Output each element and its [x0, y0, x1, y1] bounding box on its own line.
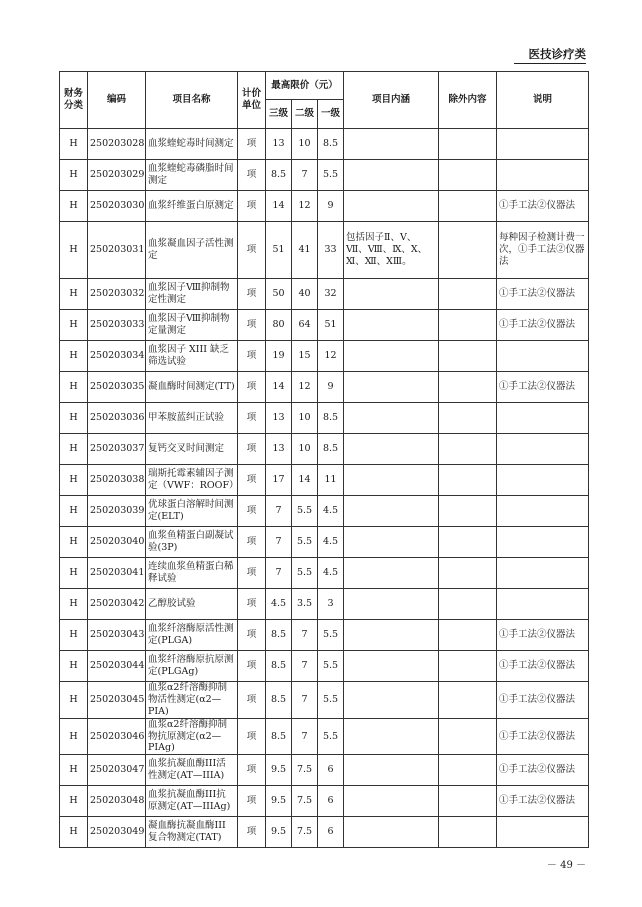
- notes-cell: ①手工法②仪器法: [497, 786, 589, 817]
- category-cell: H: [60, 589, 88, 620]
- content-cell: [344, 372, 439, 403]
- content-cell: [344, 310, 439, 341]
- exclusions-cell: [439, 817, 497, 848]
- code-cell: 250203039: [88, 496, 146, 527]
- code-cell: 250203037: [88, 434, 146, 465]
- price-level3-cell: 9.5: [266, 755, 292, 786]
- table-row: [60, 434, 589, 465]
- price-level1-cell: 9: [318, 372, 344, 403]
- notes-cell: ①手工法②仪器法: [497, 372, 589, 403]
- content-cell: [344, 786, 439, 817]
- price-level2-cell: 15: [292, 341, 318, 372]
- table-row: [60, 651, 589, 682]
- table-row: [60, 786, 589, 817]
- name-cell: 凝血酶时间测定(TT): [146, 372, 238, 403]
- price-level1-cell: 5.5: [318, 718, 344, 755]
- name-cell: 复钙交叉时间测定: [146, 434, 238, 465]
- category-cell: H: [60, 129, 88, 160]
- price-level3-cell: 50: [266, 279, 292, 310]
- name-cell: 血浆因子 XIII 缺乏筛选试验: [146, 341, 238, 372]
- price-level2-cell: 10: [292, 129, 318, 160]
- price-level3-cell: 14: [266, 191, 292, 222]
- exclusions-cell: [439, 129, 497, 160]
- price-level2-cell: 7: [292, 682, 318, 719]
- price-level2-cell: 5.5: [292, 527, 318, 558]
- code-cell: 250203048: [88, 786, 146, 817]
- content-cell: [344, 434, 439, 465]
- header-category: 财务分类: [60, 72, 88, 129]
- name-cell: 血浆α2纤溶酶抑制物抗原测定(α2—PIAg): [146, 718, 238, 755]
- header-exclusions: 除外内容: [439, 72, 497, 129]
- name-cell: 血浆纤维蛋白原测定: [146, 191, 238, 222]
- code-cell: 250203038: [88, 465, 146, 496]
- table-row: [60, 558, 589, 589]
- category-cell: H: [60, 817, 88, 848]
- unit-cell: 项: [238, 558, 266, 589]
- exclusions-cell: [439, 620, 497, 651]
- notes-cell: ①手工法②仪器法: [497, 620, 589, 651]
- category-cell: H: [60, 620, 88, 651]
- category-cell: H: [60, 558, 88, 589]
- price-level2-cell: 7.5: [292, 755, 318, 786]
- exclusions-cell: [439, 160, 497, 191]
- unit-cell: 项: [238, 403, 266, 434]
- fee-table: [59, 71, 589, 848]
- price-level1-cell: 5.5: [318, 651, 344, 682]
- category-cell: H: [60, 403, 88, 434]
- name-cell: 血浆因子Ⅷ抑制物定性测定: [146, 279, 238, 310]
- code-cell: 250203034: [88, 341, 146, 372]
- name-cell: 血浆抗凝血酶III抗原测定(AT—IIIAg): [146, 786, 238, 817]
- category-cell: H: [60, 372, 88, 403]
- price-level2-cell: 64: [292, 310, 318, 341]
- price-level1-cell: 32: [318, 279, 344, 310]
- name-cell: 优球蛋白溶解时间测定(ELT): [146, 496, 238, 527]
- unit-cell: 项: [238, 465, 266, 496]
- price-level2-cell: 7.5: [292, 786, 318, 817]
- price-level2-cell: 10: [292, 434, 318, 465]
- price-level3-cell: 9.5: [266, 817, 292, 848]
- unit-cell: 项: [238, 129, 266, 160]
- content-cell: [344, 817, 439, 848]
- name-cell: 血浆因子Ⅷ抑制物定量测定: [146, 310, 238, 341]
- table-row: [60, 496, 589, 527]
- table-row: [60, 129, 589, 160]
- category-cell: H: [60, 786, 88, 817]
- unit-cell: 项: [238, 755, 266, 786]
- code-cell: 250203033: [88, 310, 146, 341]
- notes-cell: [497, 589, 589, 620]
- category-cell: H: [60, 755, 88, 786]
- price-level1-cell: 5.5: [318, 160, 344, 191]
- content-cell: [344, 558, 439, 589]
- price-level3-cell: 8.5: [266, 682, 292, 719]
- price-level3-cell: 19: [266, 341, 292, 372]
- notes-cell: [497, 527, 589, 558]
- code-cell: 250203032: [88, 279, 146, 310]
- name-cell: 凝血酶抗凝血酶III复合物测定(TAT): [146, 817, 238, 848]
- exclusions-cell: [439, 496, 497, 527]
- category-cell: H: [60, 718, 88, 755]
- table-row: [60, 191, 589, 222]
- table-row: [60, 755, 589, 786]
- table-row: [60, 527, 589, 558]
- name-cell: 血浆蝰蛇毒时间测定: [146, 129, 238, 160]
- unit-cell: 项: [238, 496, 266, 527]
- exclusions-cell: [439, 434, 497, 465]
- code-cell: 250203031: [88, 222, 146, 279]
- header-notes: 说明: [497, 72, 589, 129]
- name-cell: 甲苯胺蓝纠正试验: [146, 403, 238, 434]
- table-row: [60, 310, 589, 341]
- table-row: [60, 279, 589, 310]
- notes-cell: [497, 817, 589, 848]
- unit-cell: 项: [238, 310, 266, 341]
- price-level3-cell: 7: [266, 496, 292, 527]
- price-level3-cell: 8.5: [266, 620, 292, 651]
- code-cell: 250203046: [88, 718, 146, 755]
- category-cell: H: [60, 527, 88, 558]
- header-code: 编码: [88, 72, 146, 129]
- category-cell: H: [60, 222, 88, 279]
- code-cell: 250203028: [88, 129, 146, 160]
- price-level2-cell: 10: [292, 403, 318, 434]
- unit-cell: 项: [238, 372, 266, 403]
- content-cell: [344, 279, 439, 310]
- unit-cell: 项: [238, 589, 266, 620]
- content-cell: [344, 160, 439, 191]
- notes-cell: [497, 160, 589, 191]
- notes-cell: [497, 434, 589, 465]
- page-number: － 49 －: [546, 860, 586, 871]
- price-level3-cell: 8.5: [266, 160, 292, 191]
- category-cell: H: [60, 310, 88, 341]
- name-cell: 血浆纤溶酶原活性测定(PLGA): [146, 620, 238, 651]
- price-level3-cell: 80: [266, 310, 292, 341]
- category-cell: H: [60, 651, 88, 682]
- code-cell: 250203030: [88, 191, 146, 222]
- category-cell: H: [60, 465, 88, 496]
- table-row: [60, 403, 589, 434]
- code-cell: 250203043: [88, 620, 146, 651]
- exclusions-cell: [439, 718, 497, 755]
- category-cell: H: [60, 279, 88, 310]
- unit-cell: 项: [238, 527, 266, 558]
- exclusions-cell: [439, 310, 497, 341]
- price-level2-cell: 7.5: [292, 817, 318, 848]
- price-level2-cell: 5.5: [292, 496, 318, 527]
- price-level2-cell: 5.5: [292, 558, 318, 589]
- code-cell: 250203042: [88, 589, 146, 620]
- price-level2-cell: 12: [292, 191, 318, 222]
- code-cell: 250203036: [88, 403, 146, 434]
- header-content: 项目内涵: [344, 72, 439, 129]
- notes-cell: ①手工法②仪器法: [497, 191, 589, 222]
- price-level2-cell: 40: [292, 279, 318, 310]
- notes-cell: ①手工法②仪器法: [497, 310, 589, 341]
- category-cell: H: [60, 341, 88, 372]
- price-level1-cell: 33: [318, 222, 344, 279]
- price-level1-cell: 4.5: [318, 496, 344, 527]
- unit-cell: 项: [238, 817, 266, 848]
- price-level2-cell: 41: [292, 222, 318, 279]
- notes-cell: ①手工法②仪器法: [497, 279, 589, 310]
- table-row: [60, 817, 589, 848]
- name-cell: 血浆鱼精蛋白副凝试验(3P): [146, 527, 238, 558]
- exclusions-cell: [439, 191, 497, 222]
- content-cell: [344, 191, 439, 222]
- category-cell: H: [60, 496, 88, 527]
- name-cell: 乙醇胶试验: [146, 589, 238, 620]
- unit-cell: 项: [238, 620, 266, 651]
- notes-cell: [497, 341, 589, 372]
- price-level3-cell: 8.5: [266, 718, 292, 755]
- table-row: [60, 589, 589, 620]
- price-level1-cell: 6: [318, 755, 344, 786]
- content-cell: [344, 403, 439, 434]
- exclusions-cell: [439, 589, 497, 620]
- content-cell: [344, 620, 439, 651]
- notes-cell: [497, 496, 589, 527]
- price-level1-cell: 9: [318, 191, 344, 222]
- table-row: [60, 718, 589, 755]
- name-cell: 血浆纤溶酶原抗原测定(PLGAg): [146, 651, 238, 682]
- unit-cell: 项: [238, 682, 266, 719]
- price-level2-cell: 12: [292, 372, 318, 403]
- code-cell: 250203035: [88, 372, 146, 403]
- price-level1-cell: 5.5: [318, 682, 344, 719]
- price-level1-cell: 4.5: [318, 527, 344, 558]
- unit-cell: 项: [238, 341, 266, 372]
- header-level1: 一级: [318, 100, 344, 129]
- name-cell: 血浆抗凝血酶III活性测定(AT—IIIA): [146, 755, 238, 786]
- notes-cell: ①手工法②仪器法: [497, 755, 589, 786]
- exclusions-cell: [439, 403, 497, 434]
- name-cell: 瑞斯托霉素辅因子测定（VWF：ROOF）: [146, 465, 238, 496]
- exclusions-cell: [439, 341, 497, 372]
- price-level3-cell: 13: [266, 434, 292, 465]
- table-row: [60, 341, 589, 372]
- category-cell: H: [60, 160, 88, 191]
- notes-cell: ①手工法②仪器法: [497, 718, 589, 755]
- header-unit: 计价单位: [238, 72, 266, 129]
- name-cell: 连续血浆鱼精蛋白稀释试验: [146, 558, 238, 589]
- content-cell: [344, 129, 439, 160]
- content-cell: [344, 589, 439, 620]
- category-cell: H: [60, 434, 88, 465]
- exclusions-cell: [439, 279, 497, 310]
- table-row: [60, 682, 589, 719]
- exclusions-cell: [439, 558, 497, 589]
- category-cell: H: [60, 682, 88, 719]
- price-level3-cell: 7: [266, 527, 292, 558]
- code-cell: 250203029: [88, 160, 146, 191]
- unit-cell: 项: [238, 279, 266, 310]
- price-level3-cell: 51: [266, 222, 292, 279]
- price-level3-cell: 9.5: [266, 786, 292, 817]
- table-row: [60, 465, 589, 496]
- content-cell: [344, 496, 439, 527]
- exclusions-cell: [439, 222, 497, 279]
- code-cell: 250203040: [88, 527, 146, 558]
- price-level1-cell: 12: [318, 341, 344, 372]
- price-level2-cell: 14: [292, 465, 318, 496]
- name-cell: 血浆凝血因子活性测定: [146, 222, 238, 279]
- price-level3-cell: 7: [266, 558, 292, 589]
- price-level3-cell: 8.5: [266, 651, 292, 682]
- price-level1-cell: 6: [318, 817, 344, 848]
- price-level1-cell: 8.5: [318, 434, 344, 465]
- price-level3-cell: 14: [266, 372, 292, 403]
- price-level3-cell: 13: [266, 403, 292, 434]
- table-row: [60, 222, 589, 279]
- header-level2: 二级: [292, 100, 318, 129]
- table-row: [60, 620, 589, 651]
- exclusions-cell: [439, 372, 497, 403]
- code-cell: 250203045: [88, 682, 146, 719]
- unit-cell: 项: [238, 160, 266, 191]
- price-level1-cell: 4.5: [318, 558, 344, 589]
- price-level2-cell: 7: [292, 718, 318, 755]
- unit-cell: 项: [238, 222, 266, 279]
- price-level1-cell: 6: [318, 786, 344, 817]
- header-name: 项目名称: [146, 72, 238, 129]
- notes-cell: [497, 129, 589, 160]
- fee-table-body: [60, 129, 589, 848]
- content-cell: [344, 755, 439, 786]
- content-cell: 包括因子Ⅱ、Ⅴ、Ⅶ、Ⅷ、Ⅸ、Ⅹ、Ⅺ、Ⅻ、ⅩⅢ。: [344, 222, 439, 279]
- price-level3-cell: 4.5: [266, 589, 292, 620]
- notes-cell: [497, 403, 589, 434]
- exclusions-cell: [439, 755, 497, 786]
- content-cell: [344, 682, 439, 719]
- code-cell: 250203047: [88, 755, 146, 786]
- table-row: [60, 372, 589, 403]
- price-level1-cell: 5.5: [318, 620, 344, 651]
- header-rule: [514, 63, 586, 64]
- notes-cell: [497, 558, 589, 589]
- notes-cell: 每种因子检测计费一次，①手工法②仪器法: [497, 222, 589, 279]
- unit-cell: 项: [238, 786, 266, 817]
- price-level1-cell: 8.5: [318, 129, 344, 160]
- header-max-price: 最高限价（元）: [266, 72, 344, 100]
- content-cell: [344, 651, 439, 682]
- price-level2-cell: 7: [292, 620, 318, 651]
- price-level1-cell: 8.5: [318, 403, 344, 434]
- unit-cell: 项: [238, 718, 266, 755]
- name-cell: 血浆蝰蛇毒磷脂时间测定: [146, 160, 238, 191]
- exclusions-cell: [439, 527, 497, 558]
- notes-cell: ①手工法②仪器法: [497, 682, 589, 719]
- price-level1-cell: 3: [318, 589, 344, 620]
- exclusions-cell: [439, 786, 497, 817]
- content-cell: [344, 718, 439, 755]
- table-row: [60, 160, 589, 191]
- category-cell: H: [60, 191, 88, 222]
- price-level2-cell: 7: [292, 651, 318, 682]
- content-cell: [344, 341, 439, 372]
- code-cell: 250203041: [88, 558, 146, 589]
- exclusions-cell: [439, 682, 497, 719]
- price-level3-cell: 17: [266, 465, 292, 496]
- content-cell: [344, 527, 439, 558]
- code-cell: 250203044: [88, 651, 146, 682]
- exclusions-cell: [439, 651, 497, 682]
- notes-cell: [497, 465, 589, 496]
- content-cell: [344, 465, 439, 496]
- name-cell: 血浆α2纤溶酶抑制物活性测定(α2—PIA): [146, 682, 238, 719]
- unit-cell: 项: [238, 651, 266, 682]
- exclusions-cell: [439, 465, 497, 496]
- section-title: 医技诊疗类: [528, 47, 586, 61]
- price-level2-cell: 3.5: [292, 589, 318, 620]
- header-level3: 三级: [266, 100, 292, 129]
- price-level1-cell: 11: [318, 465, 344, 496]
- unit-cell: 项: [238, 434, 266, 465]
- notes-cell: ①手工法②仪器法: [497, 651, 589, 682]
- unit-cell: 项: [238, 191, 266, 222]
- price-level3-cell: 13: [266, 129, 292, 160]
- code-cell: 250203049: [88, 817, 146, 848]
- price-level1-cell: 51: [318, 310, 344, 341]
- price-level2-cell: 7: [292, 160, 318, 191]
